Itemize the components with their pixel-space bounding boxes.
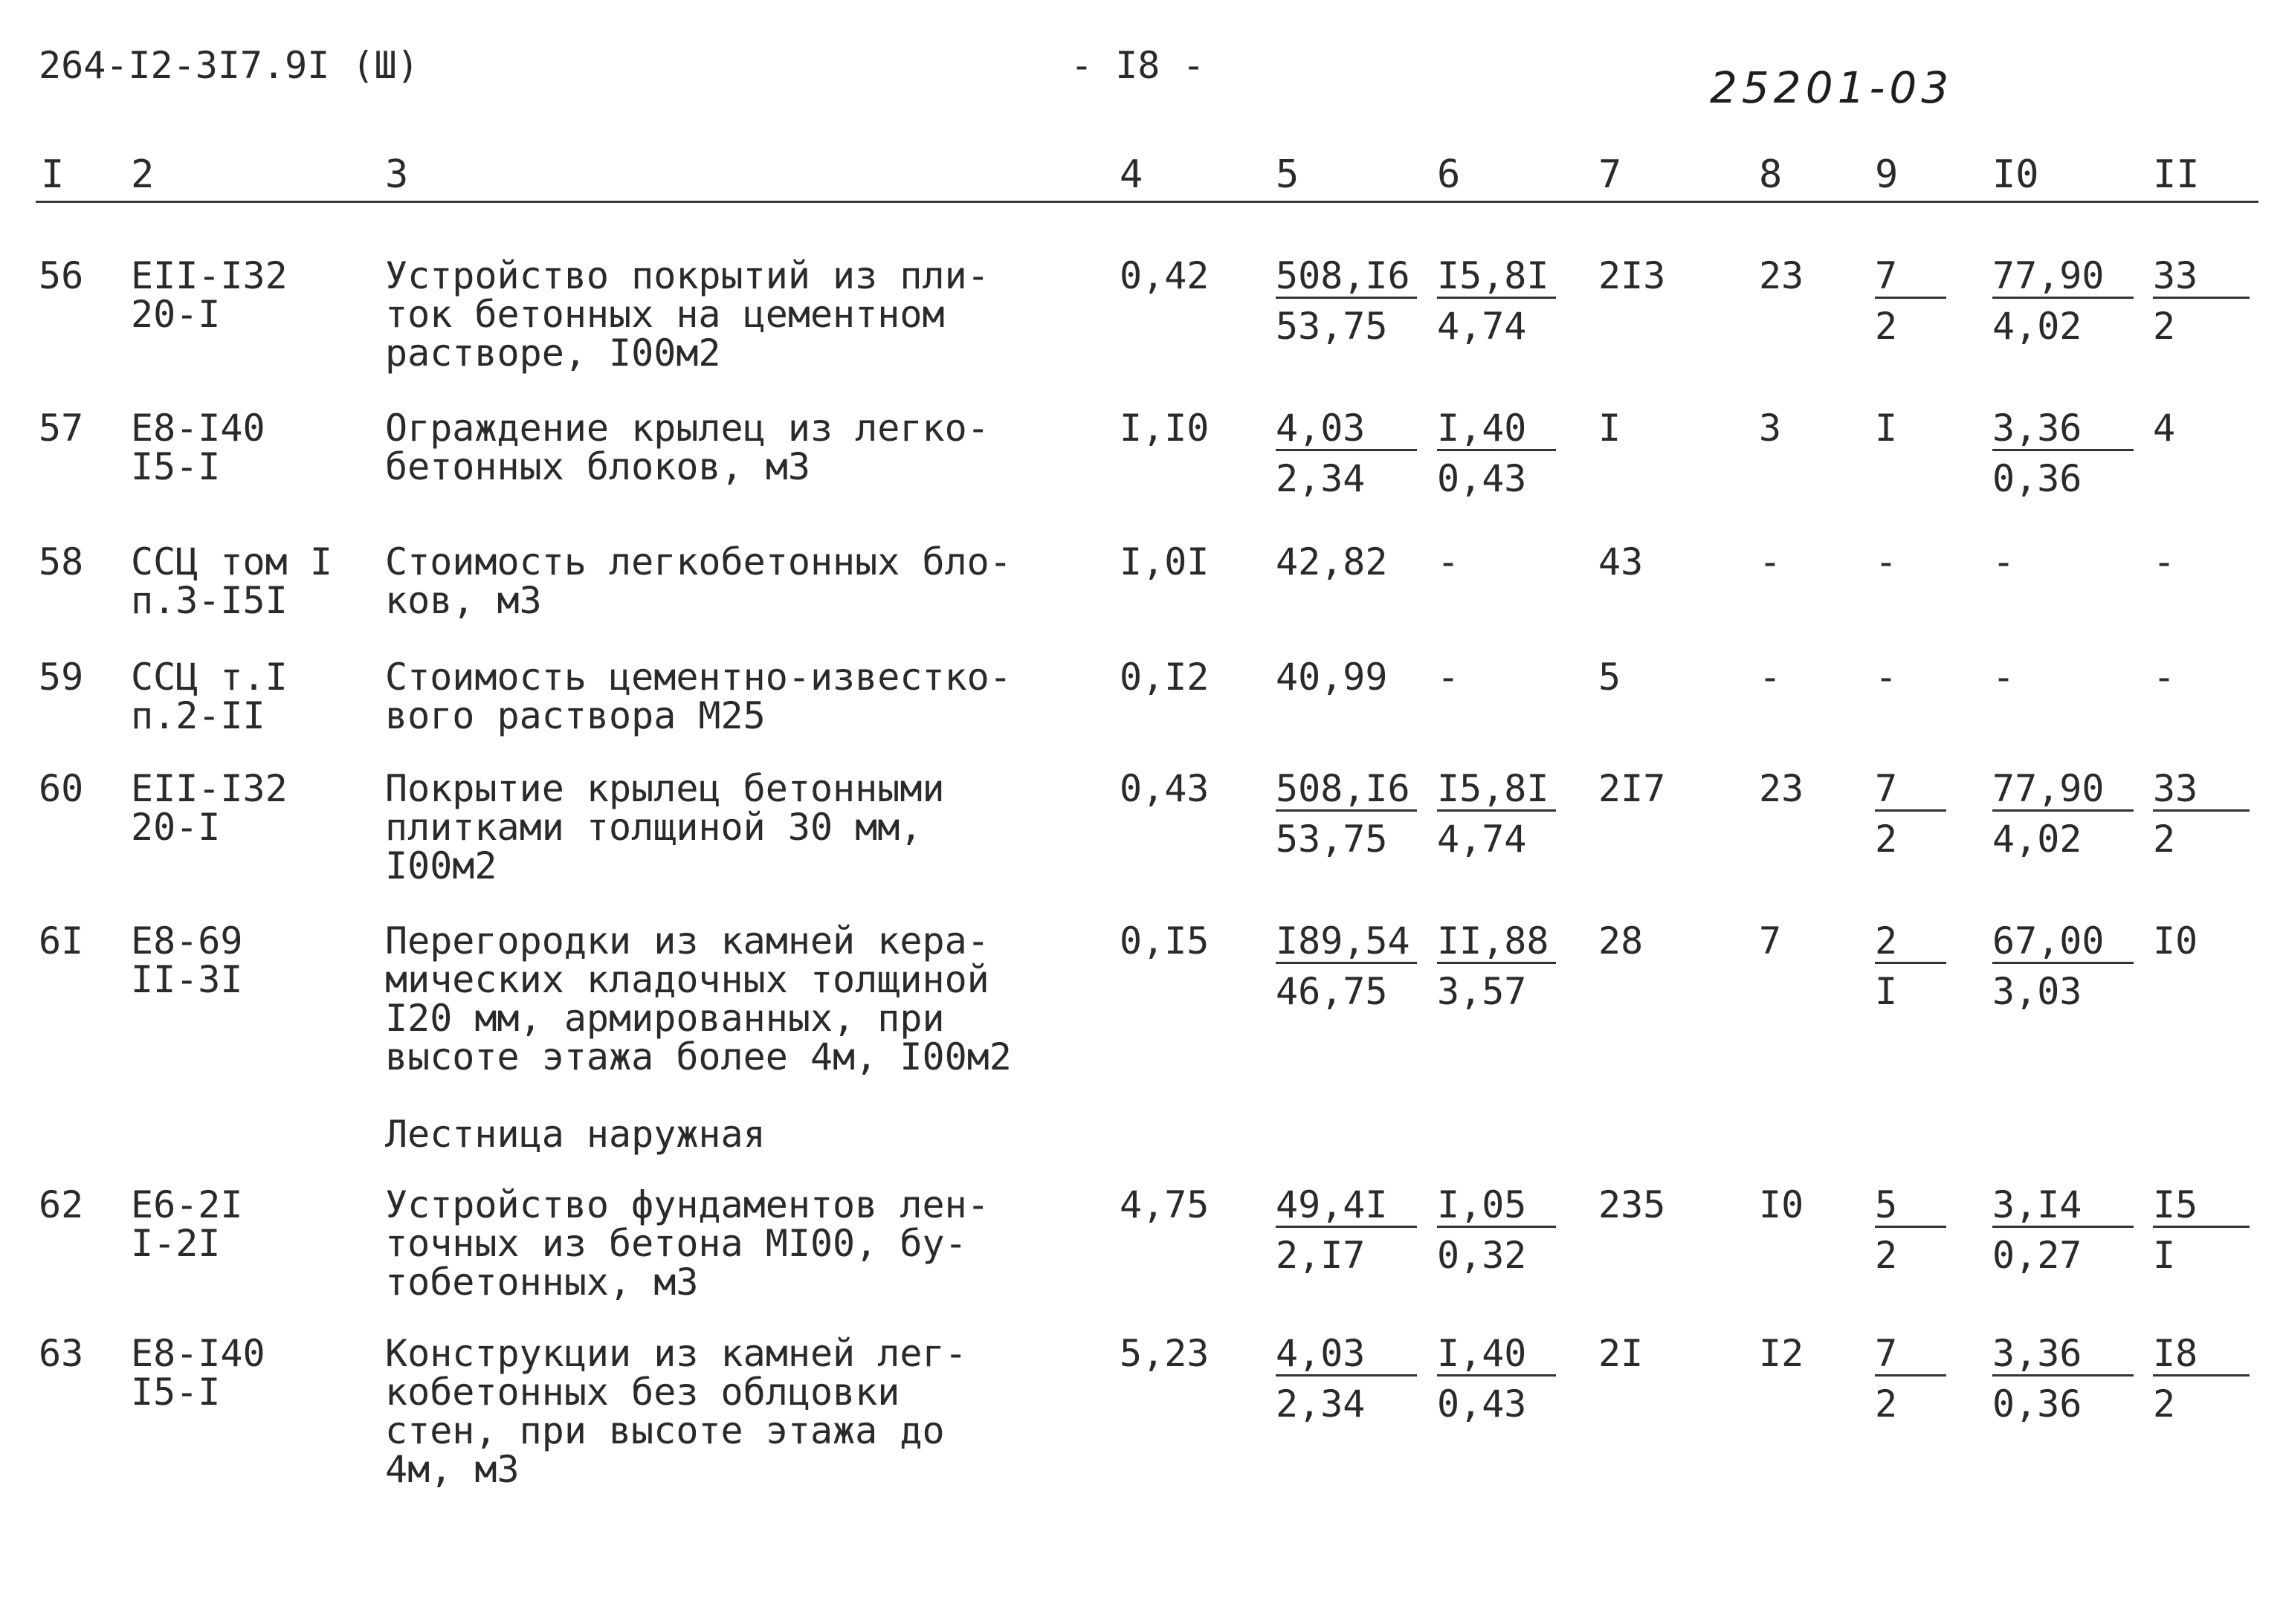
row-number: 59 (39, 656, 84, 699)
price-code: ССЦ т.I п.2-II (131, 656, 288, 737)
column-number: 6 (1437, 152, 1461, 197)
value-col-9 (1875, 768, 1946, 861)
column-number: 7 (1598, 152, 1622, 197)
value-col-7: 5 (1598, 656, 1621, 699)
value-col-9-top: - (1875, 656, 1898, 699)
value-col-7: 43 (1598, 540, 1644, 583)
value-col-10-top: 77,90 (1992, 768, 2134, 812)
value-col-6-bottom: 0,43 (1437, 1382, 1527, 1426)
value-col-9-top: 7 (1875, 1333, 1946, 1376)
value-col-8: 23 (1759, 254, 1804, 297)
value-col-11 (2153, 1333, 2250, 1426)
value-col-9-top: 7 (1875, 255, 1946, 299)
column-number: 2 (131, 152, 155, 197)
value-col-11-top: I5 (2153, 1184, 2250, 1228)
price-code: ССЦ том I п.3-I5I (131, 540, 332, 622)
value-col-10-top: - (1992, 540, 2015, 583)
value-col-11 (2153, 920, 2202, 968)
value-col-5 (1276, 920, 1417, 1013)
value-col-10 (1992, 768, 2134, 861)
section-title: Лестница наружная (385, 1113, 766, 1156)
value-col-5-top: 508,I6 (1276, 255, 1417, 299)
row-number: 56 (39, 254, 84, 297)
value-col-10 (1992, 1333, 2134, 1426)
value-col-5-bottom: 2,34 (1276, 457, 1366, 500)
value-col-10-bottom: 4,02 (1992, 305, 2082, 348)
value-col-8: 23 (1759, 767, 1804, 810)
value-col-5 (1276, 768, 1417, 861)
value-col-6 (1437, 656, 1464, 704)
value-col-8: 3 (1759, 407, 1782, 450)
value-col-5-bottom: 53,75 (1276, 305, 1388, 348)
work-description: Конструкции из камней лег- кобетонных без облцовки стен, при высоте этажа до 4м, м3 (385, 1332, 967, 1491)
value-col-9-bottom: 2 (1875, 818, 1898, 861)
quantity: 0,I5 (1120, 919, 1210, 963)
value-col-11-top: - (2153, 656, 2176, 699)
value-col-11-bottom: 2 (2153, 1382, 2176, 1426)
value-col-11 (2153, 768, 2250, 861)
work-description: Перегородки из камней кера- мических кладочных толщиной I20 мм, армированных, при высоте этажа более 4м, I00м2 (385, 919, 1012, 1078)
value-col-11 (2153, 656, 2180, 704)
value-col-6-top: I,40 (1437, 1333, 1556, 1376)
value-col-10 (1992, 255, 2134, 348)
quantity: I,0I (1120, 540, 1210, 583)
value-col-11 (2153, 1184, 2250, 1277)
column-number: 5 (1276, 152, 1299, 197)
value-col-6-bottom: 0,43 (1437, 457, 1527, 500)
column-number: 3 (385, 152, 409, 197)
value-col-10-bottom: 0,36 (1992, 1382, 2082, 1426)
value-col-10 (1992, 656, 2019, 704)
work-description: Стоимость цементно-известко- вого раствора М25 (385, 656, 1012, 737)
value-col-6-bottom: 4,74 (1437, 305, 1527, 348)
value-col-6 (1437, 768, 1556, 861)
column-number: II (2153, 152, 2200, 197)
price-code: EII-I32 20-I (131, 767, 288, 849)
value-col-9-bottom: I (1875, 970, 1898, 1013)
value-col-6 (1437, 255, 1556, 348)
document-number: 264-I2-3I7.9I (Ш) (39, 44, 419, 87)
value-col-8: I2 (1759, 1332, 1804, 1375)
quantity: 0,I2 (1120, 656, 1210, 699)
value-col-9-top: I (1875, 407, 1898, 450)
quantity: 5,23 (1120, 1332, 1210, 1375)
work-description: Стоимость легкобетонных бло- ков, м3 (385, 540, 1012, 622)
value-col-5 (1276, 255, 1417, 348)
value-col-10 (1992, 541, 2019, 589)
value-col-11-top: - (2153, 540, 2176, 583)
value-col-5-top: I89,54 (1276, 920, 1417, 964)
value-col-7: I (1598, 407, 1621, 450)
value-col-6-top: II,88 (1437, 920, 1556, 964)
column-number: I0 (1992, 152, 2039, 197)
row-number: 63 (39, 1332, 84, 1375)
value-col-9 (1875, 1184, 1946, 1277)
value-col-11-top: I8 (2153, 1333, 2250, 1376)
value-col-7: 2I7 (1598, 767, 1666, 810)
value-col-7: 2I (1598, 1332, 1644, 1375)
value-col-5-bottom: 53,75 (1276, 818, 1388, 861)
value-col-5 (1276, 656, 1392, 704)
value-col-5-top: 49,4I (1276, 1184, 1417, 1228)
work-description: Устройство фундаментов лен- точных из бетона МI00, бу- тобетонных, м3 (385, 1183, 989, 1304)
value-col-11 (2153, 407, 2180, 455)
value-col-6-bottom: 3,57 (1437, 970, 1527, 1013)
value-col-11-top: I0 (2153, 919, 2198, 963)
value-col-5-bottom: 2,34 (1276, 1382, 1366, 1426)
value-col-7: 2I3 (1598, 254, 1666, 297)
value-col-5 (1276, 1184, 1417, 1277)
value-col-9 (1875, 920, 1946, 1013)
value-col-6 (1437, 920, 1556, 1013)
value-col-5-top: 4,03 (1276, 1333, 1417, 1376)
value-col-9-bottom: 2 (1875, 1234, 1898, 1277)
value-col-5-top: 508,I6 (1276, 768, 1417, 812)
value-col-6-top: I,05 (1437, 1184, 1556, 1228)
value-col-10 (1992, 920, 2134, 1013)
row-number: 62 (39, 1183, 84, 1226)
price-code: E8-I40 I5-I (131, 407, 265, 488)
value-col-6-top: - (1437, 540, 1460, 583)
value-col-6-bottom: 0,32 (1437, 1234, 1527, 1277)
value-col-11-top: 4 (2153, 407, 2176, 450)
value-col-10-bottom: 0,27 (1992, 1234, 2082, 1277)
value-col-10-bottom: 3,03 (1992, 970, 2082, 1013)
value-col-10-top: 67,00 (1992, 920, 2134, 964)
value-col-10-top: 3,36 (1992, 1333, 2134, 1376)
value-col-5 (1276, 1333, 1417, 1426)
price-code: EII-I32 20-I (131, 254, 288, 336)
quantity: 0,42 (1120, 254, 1210, 297)
value-col-10-bottom: 4,02 (1992, 818, 2082, 861)
quantity: 4,75 (1120, 1183, 1210, 1226)
value-col-5-top: 40,99 (1276, 656, 1388, 699)
value-col-5 (1276, 541, 1392, 589)
value-col-11-top: 33 (2153, 255, 2250, 299)
row-number: 57 (39, 407, 84, 450)
value-col-9 (1875, 407, 1902, 455)
value-col-9 (1875, 255, 1946, 348)
column-number: 8 (1759, 152, 1783, 197)
value-col-11 (2153, 255, 2250, 348)
value-col-10 (1992, 1184, 2134, 1277)
value-col-11-bottom: 2 (2153, 818, 2176, 861)
value-col-6-bottom: 4,74 (1437, 818, 1527, 861)
value-col-6-top: - (1437, 656, 1460, 699)
value-col-5-bottom: 2,I7 (1276, 1234, 1366, 1277)
value-col-10-top: 3,I4 (1992, 1184, 2134, 1228)
quantity: 0,43 (1120, 767, 1210, 810)
value-col-9-top: 5 (1875, 1184, 1946, 1228)
price-code: E8-69 II-3I (131, 919, 243, 1001)
value-col-7: 235 (1598, 1183, 1666, 1226)
value-col-9 (1875, 656, 1902, 704)
value-col-11-top: 33 (2153, 768, 2250, 812)
value-col-9 (1875, 1333, 1946, 1426)
value-col-6-top: I,40 (1437, 407, 1556, 451)
value-col-10-top: 3,36 (1992, 407, 2134, 451)
price-code: E6-2I I-2I (131, 1183, 243, 1265)
value-col-8: - (1759, 656, 1782, 699)
row-number: 60 (39, 767, 84, 810)
value-col-5 (1276, 407, 1417, 500)
value-col-8: 7 (1759, 919, 1782, 963)
quantity: I,I0 (1120, 407, 1210, 450)
value-col-6 (1437, 1333, 1556, 1426)
value-col-9-bottom: 2 (1875, 305, 1898, 348)
work-description: Покрытие крылец бетонными плитками толщиной 30 мм, I00м2 (385, 767, 945, 887)
column-number: I (41, 152, 65, 197)
value-col-6-top: I5,8I (1437, 768, 1556, 812)
value-col-9-top: 2 (1875, 920, 1946, 964)
value-col-8: - (1759, 540, 1782, 583)
column-number: 9 (1875, 152, 1899, 197)
value-col-9 (1875, 541, 1902, 589)
value-col-11-bottom: I (2153, 1234, 2176, 1277)
row-number: 58 (39, 540, 84, 583)
value-col-5-top: 42,82 (1276, 540, 1388, 583)
value-col-9-top: 7 (1875, 768, 1946, 812)
work-description: Ограждение крылец из легко- бетонных блоков, м3 (385, 407, 989, 488)
column-number: 4 (1120, 152, 1143, 197)
value-col-5-bottom: 46,75 (1276, 970, 1388, 1013)
row-number: 6I (39, 919, 84, 963)
value-col-11 (2153, 541, 2180, 589)
value-col-10 (1992, 407, 2134, 500)
page-number: - I8 - (1071, 44, 1205, 87)
value-col-6 (1437, 541, 1464, 589)
value-col-11-bottom: 2 (2153, 305, 2176, 348)
value-col-10-top: - (1992, 656, 2015, 699)
price-code: E8-I40 I5-I (131, 1332, 265, 1414)
handwritten-number: 25201-03 (1710, 62, 1954, 113)
value-col-10-top: 77,90 (1992, 255, 2134, 299)
value-col-6 (1437, 1184, 1556, 1277)
value-col-7: 28 (1598, 919, 1644, 963)
work-description: Устройство покрытий из пли- ток бетонных на цементном растворе, I00м2 (385, 254, 989, 375)
value-col-9-top: - (1875, 540, 1898, 583)
value-col-6-top: I5,8I (1437, 255, 1556, 299)
value-col-8: I0 (1759, 1183, 1804, 1226)
value-col-6 (1437, 407, 1556, 500)
value-col-10-bottom: 0,36 (1992, 457, 2082, 500)
value-col-5-top: 4,03 (1276, 407, 1417, 451)
value-col-9-bottom: 2 (1875, 1382, 1898, 1426)
